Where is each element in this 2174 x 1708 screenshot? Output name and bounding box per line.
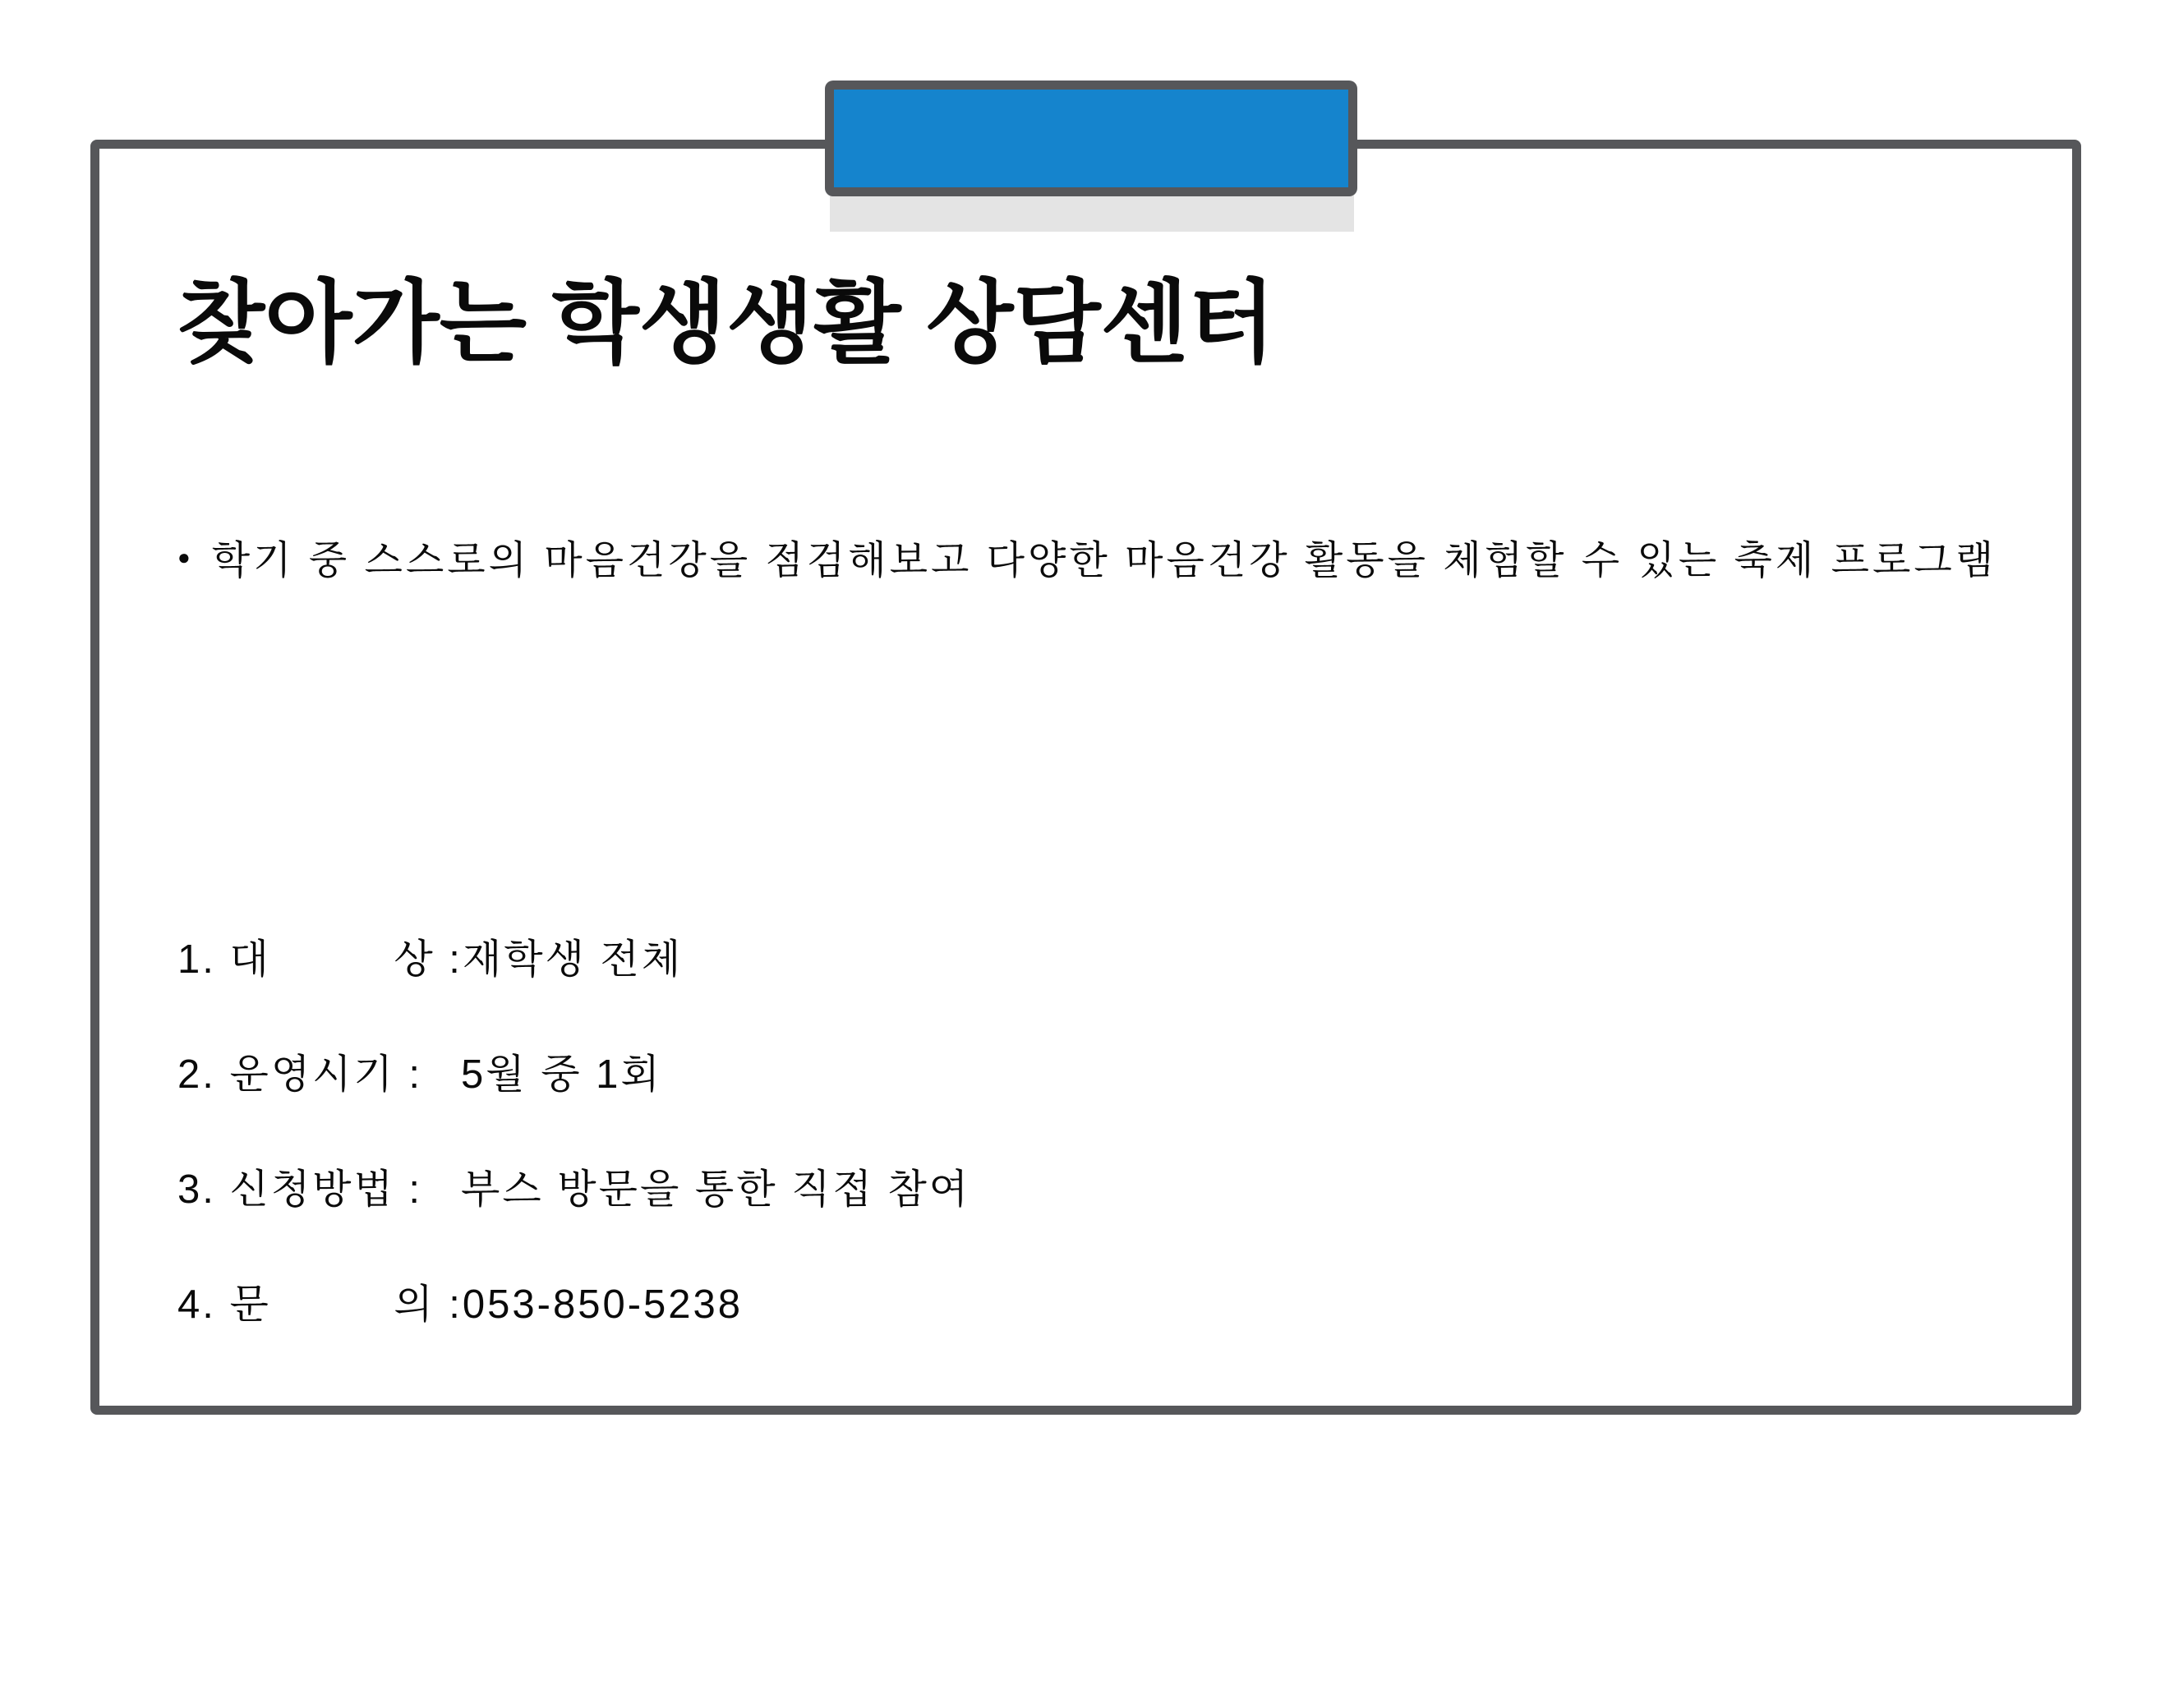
list-item — [177, 1043, 970, 1097]
content-card — [90, 140, 2081, 1415]
tab-shadow — [830, 196, 1354, 232]
numbered-list — [177, 928, 970, 1388]
bullet-item — [177, 528, 1997, 585]
list-item — [177, 928, 970, 982]
list-item-label: 3. 신청방법 : — [177, 1167, 423, 1212]
list-item-value: 부스 방문을 통한 직접 참여 — [461, 1167, 971, 1212]
list-item-value: 재학생 전체 — [462, 937, 684, 982]
list-item-label: 4. 문 의 : — [177, 1282, 463, 1327]
accent-tab — [825, 81, 1357, 196]
list-item — [177, 1273, 970, 1327]
list-item-label: 2. 운영시기 : — [177, 1052, 423, 1097]
page-title: 찾아가는 학생생활 상담센터 — [177, 273, 1276, 374]
list-item-value: 053-850-5238 — [462, 1282, 744, 1327]
list-item — [177, 1158, 971, 1212]
bullet-marker-icon: ● — [177, 544, 191, 569]
list-item-value: 5월 중 1회 — [461, 1052, 662, 1097]
list-item-label: 1. 대 상 : — [177, 937, 463, 982]
bullet-text: 학기 중 스스로의 마음건강을 점검해보고 다양한 마음건강 활동을 체험할 수 있는 축제 프로그램 — [211, 539, 1997, 582]
